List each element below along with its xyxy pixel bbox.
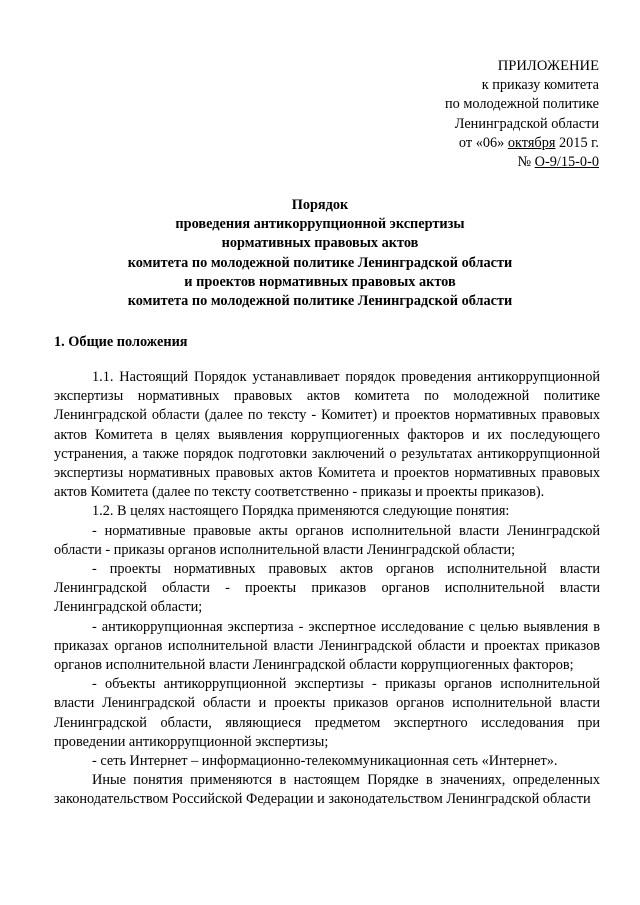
appendix-line-1: к приказу комитета: [481, 77, 599, 94]
appendix-line-2: по молодежной политике: [444, 96, 599, 113]
appendix-date-year: 2015 г.: [559, 134, 599, 151]
definition-normative-acts: - нормативные правовые акты органов исполнительной власти Ленинградской области - приказы органов исполнительной власти Ленинградской области;: [54, 522, 600, 558]
title-line-3: нормативных правовых актов: [221, 235, 419, 252]
title-line-4: комитета по молодежной политике Ленинградской области: [127, 254, 513, 271]
paragraph-1-1: 1.1. Настоящий Порядок устанавливает порядок проведения антикоррупционной экспертизы нормативных правовых актов комитета по молодежной политике Ленинградской области (далее по тексту - Комитет) и проектов нормативных правовых актов Комитета в целях выявления коррупциогенных факторов и их последующего устранения, а также порядок подготовки заключений о результатах антикоррупционной экспертизы нормативных правовых актов Комитета и проектов нормативных правовых актов Комитета (далее по тексту соответственно - приказы и проекты приказов).: [54, 369, 600, 501]
definition-draft-acts: - проекты нормативных правовых актов органов исполнительной власти Ленинградской области - проекты приказов органов исполнительной власти Ленинградской области;: [54, 561, 600, 616]
appendix-number-prefix: №: [517, 154, 532, 171]
definition-expertise-objects: - объекты антикоррупционной экспертизы - приказы органов исполнительной власти Ленинградской области и проекты приказов органов исполнительной власти Ленинградской области, являющиеся предметом экспертного исследования при проведении антикоррупционной экспертизы;: [54, 676, 600, 750]
definition-internet: - сеть Интернет – информационно-телекоммуникационная сеть «Интернет».: [92, 753, 558, 770]
appendix-date-prefix: от «06»: [458, 134, 505, 151]
section-body: [54, 368, 600, 810]
appendix-line-3: Ленинградской области: [454, 115, 599, 132]
paragraph-other-terms: Иные понятия применяются в настоящем Порядке в значениях, определенных законодательством Российской Федерации и законодательством Ленинградской области: [54, 772, 600, 808]
section-heading: 1. Общие положения: [54, 334, 188, 350]
appendix-number-value: О-9/15-0-0: [534, 154, 599, 171]
document-title: [0, 196, 640, 311]
appendix-date-month: октября: [507, 134, 556, 151]
title-line-1: Порядок: [291, 197, 349, 213]
definition-anticorruption-expertise: - антикоррупционная экспертиза - экспертное исследование с целью выявления в приказах органов исполнительной власти Ленинградской области и проектах приказов органов исполнительной власти Ленинградской области коррупциогенных факторов;: [54, 618, 600, 674]
appendix-number: [445, 153, 599, 172]
appendix-block: [445, 57, 599, 172]
title-line-2: проведения антикоррупционной экспертизы: [175, 216, 465, 233]
title-line-6: комитета по молодежной политике Ленинградской области: [127, 293, 513, 310]
paragraph-1-2: 1.2. В целях настоящего Порядка применяются следующие понятия:: [92, 503, 510, 520]
appendix-heading: ПРИЛОЖЕНИЕ: [497, 58, 599, 74]
title-line-5: и проектов нормативных правовых актов: [184, 273, 456, 290]
appendix-date: [445, 134, 599, 153]
